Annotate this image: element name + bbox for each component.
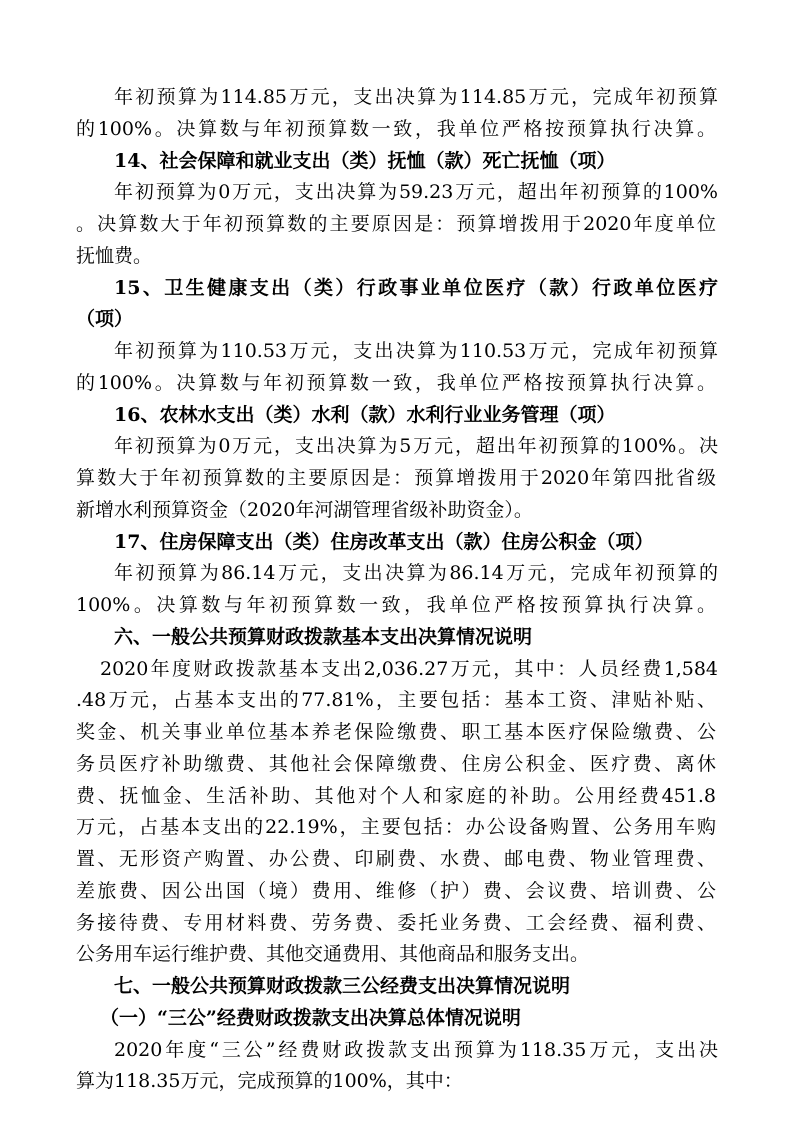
paragraph-line: 务员医疗补助缴费、其他社会保障缴费、住房公积金、医疗费、离休 <box>76 752 716 775</box>
section-heading: 14、社会保障和就业支出（类）抚恤（款）死亡抚恤（项） <box>114 149 616 172</box>
paragraph-line: 年初预算为0万元，支出决算为5万元，超出年初预算的100%。决 <box>114 435 718 458</box>
paragraph-line: 的100%。决算数与年初预算数一致，我单位严格按预算执行决算。 <box>76 371 716 394</box>
section-heading: （项） <box>76 308 134 331</box>
paragraph-line: .48万元，占基本支出的77.81%，主要包括：基本工资、津贴补贴、 <box>76 689 716 712</box>
paragraph-line: 2020年度财政拨款基本支出2,036.27万元，其中：人员经费1,584 <box>100 657 718 680</box>
paragraph-line: 2020年度“三公”经费财政拨款支出预算为118.35万元，支出决 <box>114 1038 718 1061</box>
paragraph-line: 算为118.35万元，完成预算的100%，其中： <box>76 1070 463 1093</box>
paragraph-line: 万元，占基本支出的22.19%，主要包括：办公设备购置、公务用车购 <box>76 816 716 839</box>
paragraph-line: 100%。决算数与年初预算数一致，我单位严格按预算执行决算。 <box>76 594 716 616</box>
paragraph-line: 务接待费、专用材料费、劳务费、委托业务费、工会经费、福利费、 <box>76 911 716 934</box>
paragraph-line: 。决算数大于年初预算数的主要原因是：预算增拨用于2020年度单位 <box>76 213 716 235</box>
paragraph-line: 新增水利预算资金（2020年河湖管理省级补助资金）。 <box>76 498 533 521</box>
section-heading: 15、卫生健康支出（类）行政事业单位医疗（款）行政单位医疗 <box>114 276 718 299</box>
paragraph-line: 奖金、机关事业单位基本养老保险缴费、职工基本医疗保险缴费、公 <box>76 721 716 743</box>
paragraph-line: 算数大于年初预算数的主要原因是：预算增拨用于2020年第四批省级 <box>76 467 716 489</box>
paragraph-line: 费、抚恤金、生活补助、其他对个人和家庭的补助。公用经费451.8 <box>76 784 716 807</box>
paragraph-line: 年初预算为110.53万元，支出决算为110.53万元，完成年初预算 <box>114 340 718 362</box>
paragraph-line: 公务用车运行维护费、其他交通费用、其他商品和服务支出。 <box>76 943 590 966</box>
section-heading: 七、一般公共预算财政拨款三公经费支出决算情况说明 <box>114 975 571 997</box>
paragraph-line: 抚恤费。 <box>76 244 153 267</box>
paragraph-line: 年初预算为86.14万元，支出决算为86.14万元，完成年初预算的 <box>114 562 718 585</box>
section-heading: 16、农林水支出（类）水利（款）水利行业业务管理（项） <box>114 403 616 426</box>
section-heading: 六、一般公共预算财政拨款基本支出决算情况说明 <box>114 625 533 648</box>
paragraph-line: 年初预算为114.85万元，支出决算为114.85万元，完成年初预算 <box>114 86 718 108</box>
paragraph-line: 的100%。决算数与年初预算数一致，我单位严格按预算执行决算。 <box>76 117 716 140</box>
section-heading: （一）“三公”经费财政拨款支出决算总体情况说明 <box>100 1006 521 1029</box>
paragraph-line: 置、无形资产购置、办公费、印刷费、水费、邮电费、物业管理费、 <box>76 848 716 870</box>
paragraph-line: 差旅费、因公出国（境）费用、维修（护）费、会议费、培训费、公 <box>76 879 716 902</box>
paragraph-line: 年初预算为0万元，支出决算为59.23万元，超出年初预算的100% <box>114 181 718 204</box>
section-heading: 17、住房保障支出（类）住房改革支出（款）住房公积金（项） <box>114 530 654 553</box>
